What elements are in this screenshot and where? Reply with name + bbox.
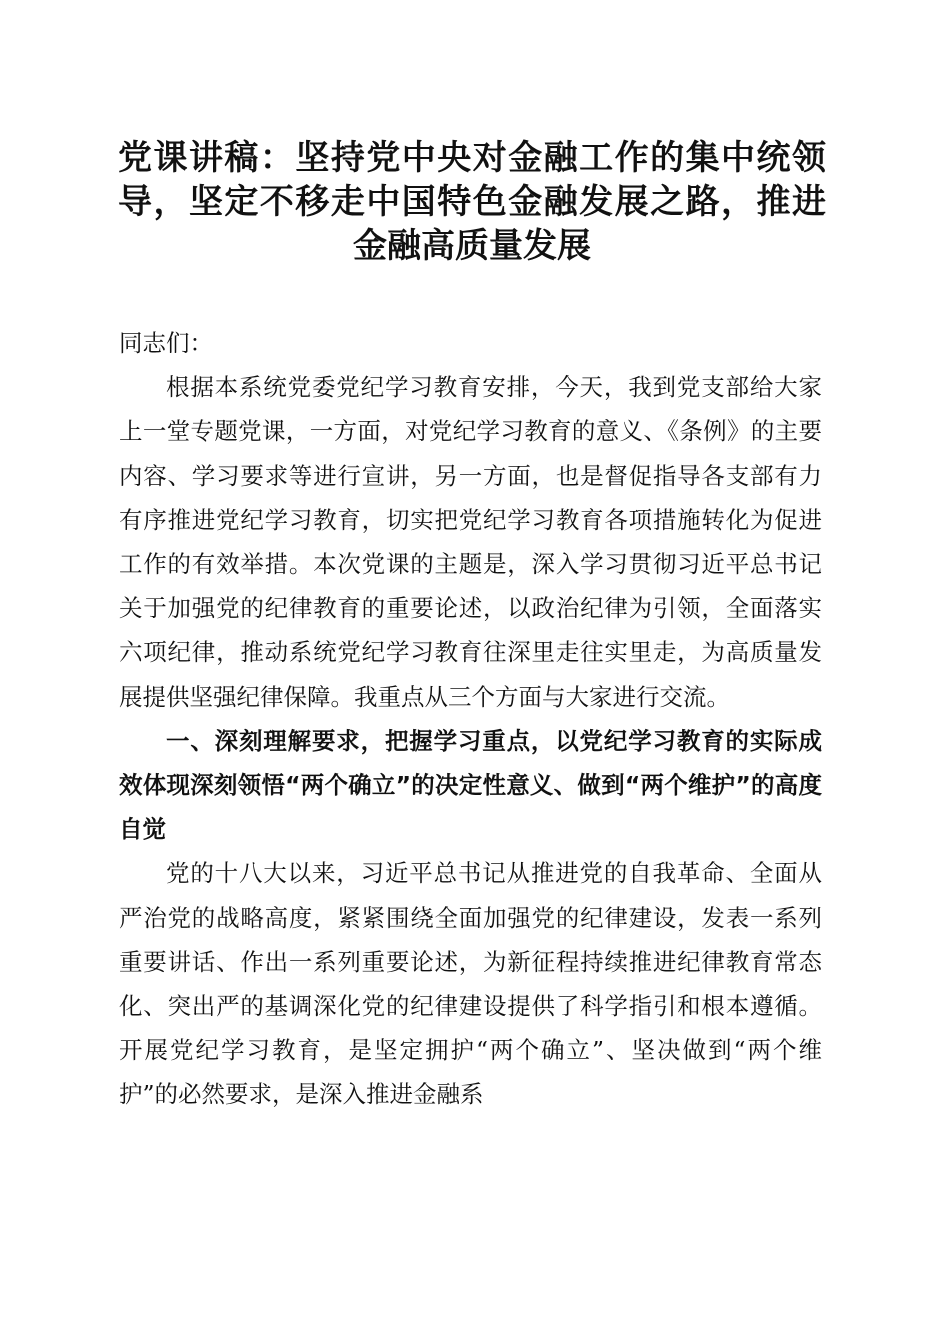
document-title: 党课讲稿：坚持党中央对金融工作的集中统领导，坚定不移走中国特色金融发展之路，推进金融高质量发展 [118,138,826,266]
document-body [119,321,822,1117]
section-1-paragraph: 党的十八大以来，习近平总书记从推进党的自我革命、全面从严治党的战略高度，紧紧围绕全面加强党的纪律建设，发表一系列重要讲话、作出一系列重要论述，为新征程持续推进纪律教育常态化、突出严的基调深化党的纪律建设提供了科学指引和根本遵循。开展党纪学习教育，是坚定拥护“两个确立”、坚决做到“两个维护”的必然要求，是深入推进金融系 [119,859,822,1109]
salutation: 同志们： [119,329,213,357]
intro-paragraph: 根据本系统党委党纪学习教育安排，今天，我到党支部给大家上一堂专题党课，一方面，对党纪学习教育的意义、《条例》的主要内容、学习要求等进行宣讲，另一方面，也是督促指导各支部有力有序推进党纪学习教育，切实把党纪学习教育各项措施转化为促进工作的有效举措。本次党课的主题是，深入学习贯彻习近平总书记关于加强党的纪律教育的重要论述，以政治纪律为引领，全面落实六项纪律，推动系统党纪学习教育往深里走往实里走，为高质量发展提供坚强纪律保障。我重点从三个方面与大家进行交流。 [119,373,822,711]
section-heading-1: 一、深刻理解要求，把握学习重点，以党纪学习教育的实际成效体现深刻领悟“两个确立”的决定性意义、做到“两个维护”的高度自觉 [119,726,822,844]
